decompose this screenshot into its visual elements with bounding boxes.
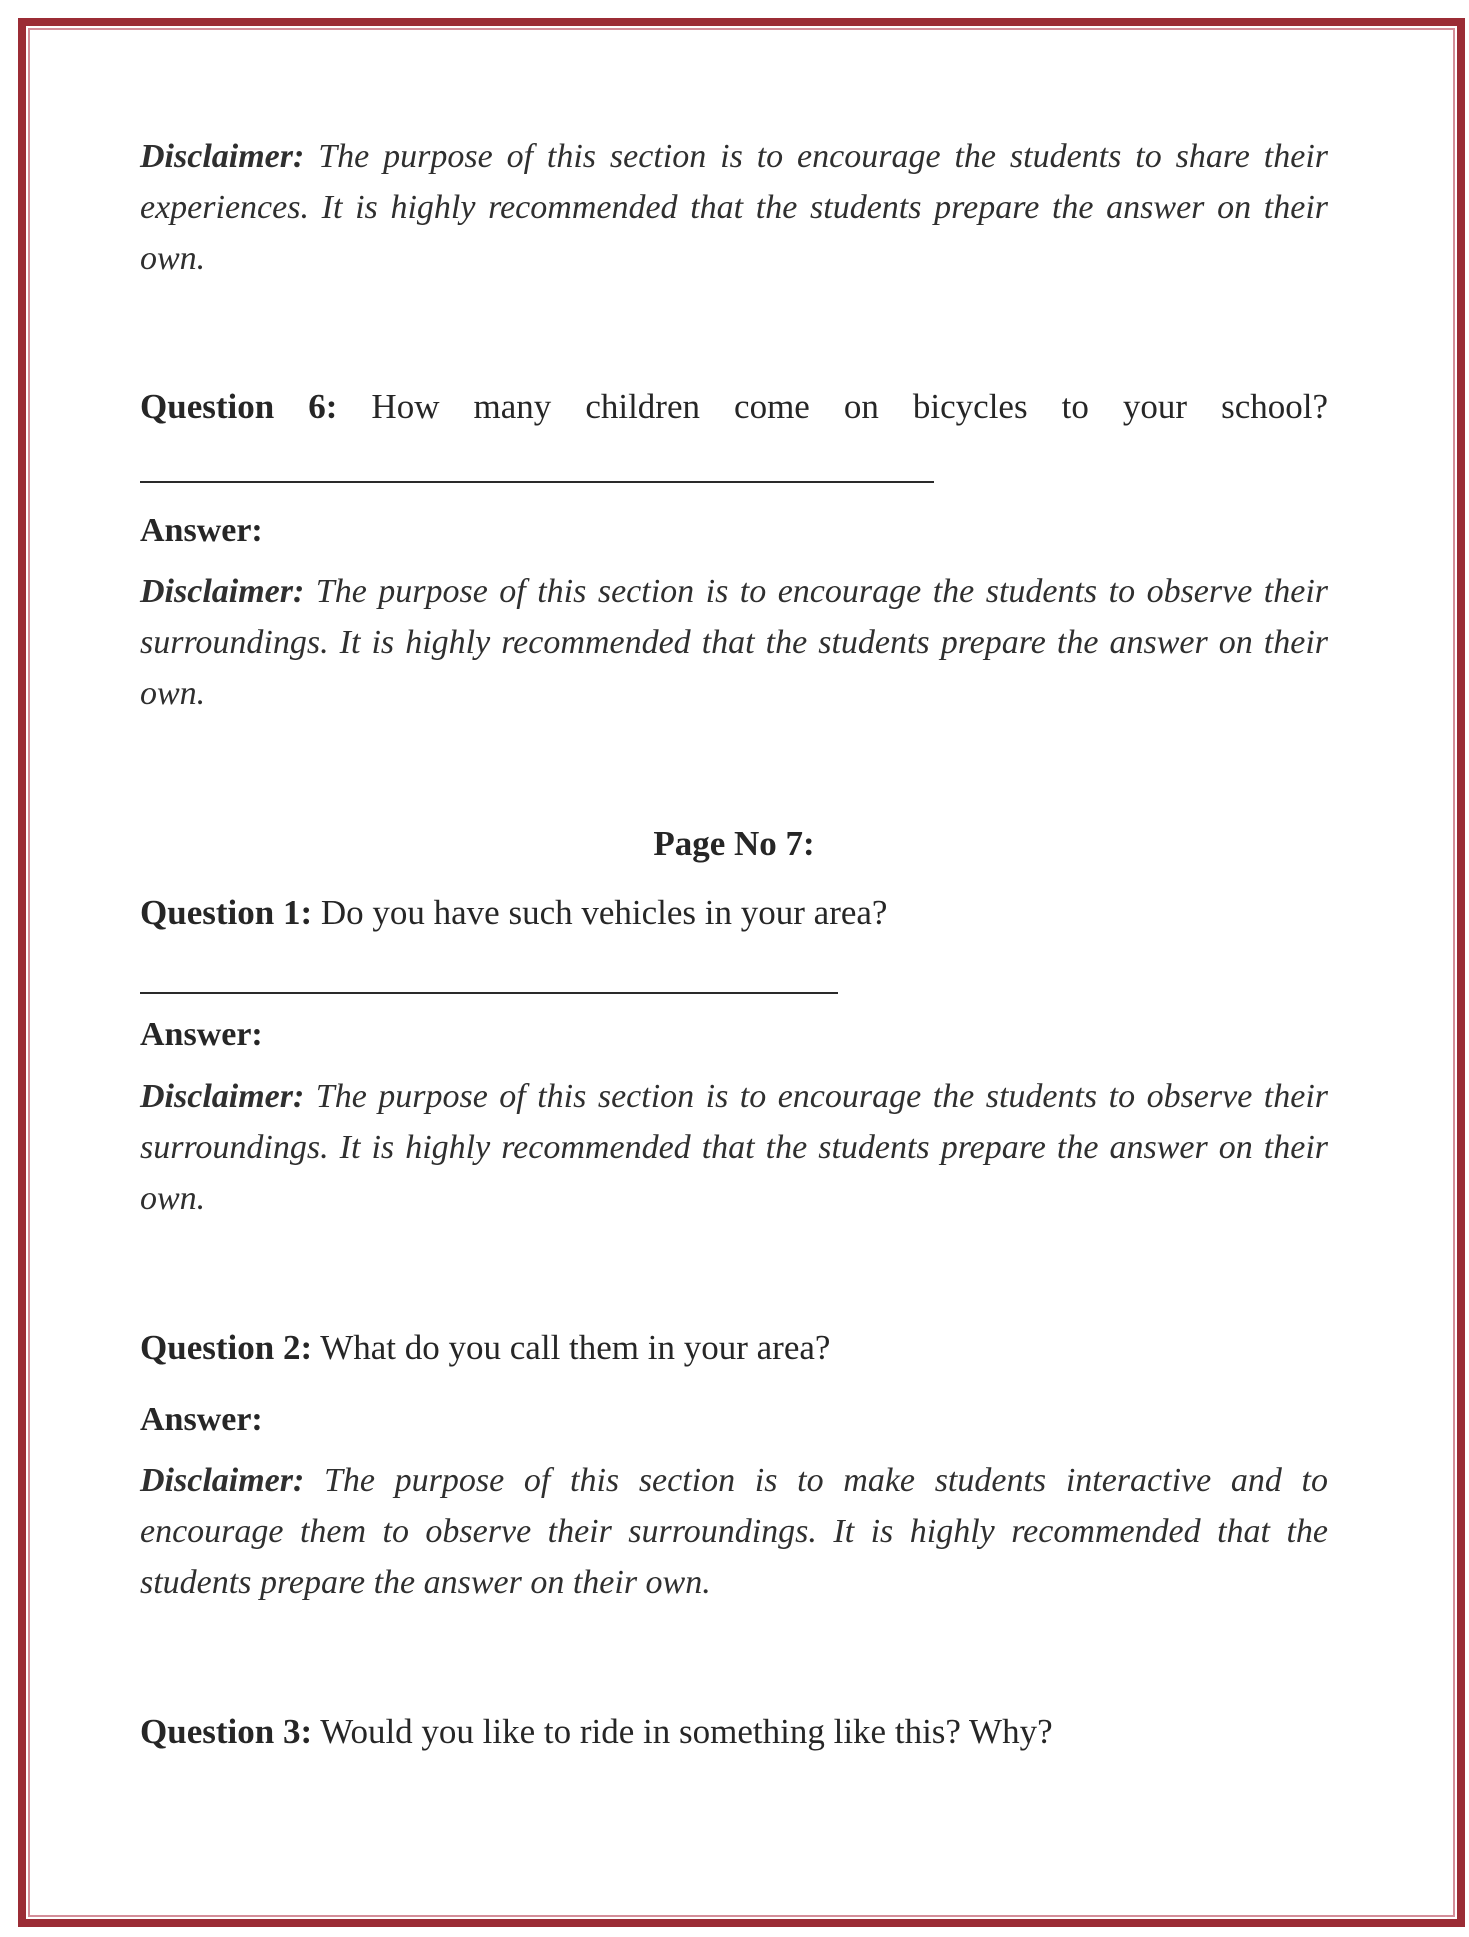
- disclaimer-text: The purpose of this section is to make students interactive and to encourage them to observe their surroundings. It is highly recommended that the students prepare the answer on their own.: [140, 1462, 1328, 1601]
- answer-label: Answer:: [140, 1401, 263, 1438]
- question-label: Question 2:: [140, 1328, 313, 1367]
- disclaimer-label: Disclaimer:: [140, 1078, 305, 1115]
- page-heading: Page No 7:: [653, 824, 815, 863]
- page-border-inner: [28, 28, 1455, 1917]
- answer-underline-q6: [140, 481, 934, 483]
- disclaimer-label: Disclaimer:: [140, 573, 305, 610]
- disclaimer-paragraph: [140, 1071, 1328, 1224]
- question-3: [140, 1707, 1328, 1757]
- answer-label: Answer:: [140, 1016, 263, 1053]
- question-text: [140, 1707, 1328, 1757]
- intro-disclaimer: [140, 131, 1328, 284]
- disclaimer-paragraph: [140, 1455, 1328, 1608]
- disclaimer-text: The purpose of this section is to encourage the students to observe their surroundings. It is highly recommended that the students prepare the answer on their own.: [140, 573, 1328, 712]
- disclaimer-text: The purpose of this section is to encourage the students to observe their surroundings. It is highly recommended that the students prepare the answer on their own.: [140, 1078, 1328, 1217]
- answer-underline-q1: [140, 992, 838, 994]
- question-label: Question 1:: [140, 893, 313, 932]
- disclaimer-paragraph: [140, 131, 1328, 284]
- question-body: Do you have such vehicles in your area?: [312, 893, 888, 932]
- question-2: [140, 1323, 1328, 1373]
- question-label: Question 6:: [140, 387, 338, 426]
- question-body: What do you call them in your area?: [312, 1328, 831, 1367]
- question-6-answer: [140, 506, 1328, 556]
- question-text: [140, 382, 1328, 432]
- question-text: [140, 888, 1328, 938]
- disclaimer-label: Disclaimer:: [140, 138, 305, 175]
- question-text: [140, 1323, 1328, 1373]
- question-6: [140, 382, 1328, 432]
- page-heading-block: [140, 819, 1328, 869]
- question-2-disclaimer: [140, 1455, 1328, 1608]
- question-body: How many children come on bicycles to your school?: [337, 387, 1328, 426]
- question-body: Would you like to ride in something like this? Why?: [312, 1712, 1053, 1751]
- answer-label: Answer:: [140, 512, 263, 549]
- question-1-disclaimer: [140, 1071, 1328, 1224]
- question-1: [140, 888, 1328, 938]
- question-1-answer: [140, 1010, 1328, 1060]
- disclaimer-paragraph: [140, 566, 1328, 719]
- question-2-answer: [140, 1395, 1328, 1445]
- question-6-disclaimer: [140, 566, 1328, 719]
- disclaimer-label: Disclaimer:: [140, 1462, 305, 1499]
- disclaimer-text: The purpose of this section is to encourage the students to share their experiences. It is highly recommended that the students prepare the answer on their own.: [140, 138, 1328, 277]
- question-label: Question 3:: [140, 1712, 313, 1751]
